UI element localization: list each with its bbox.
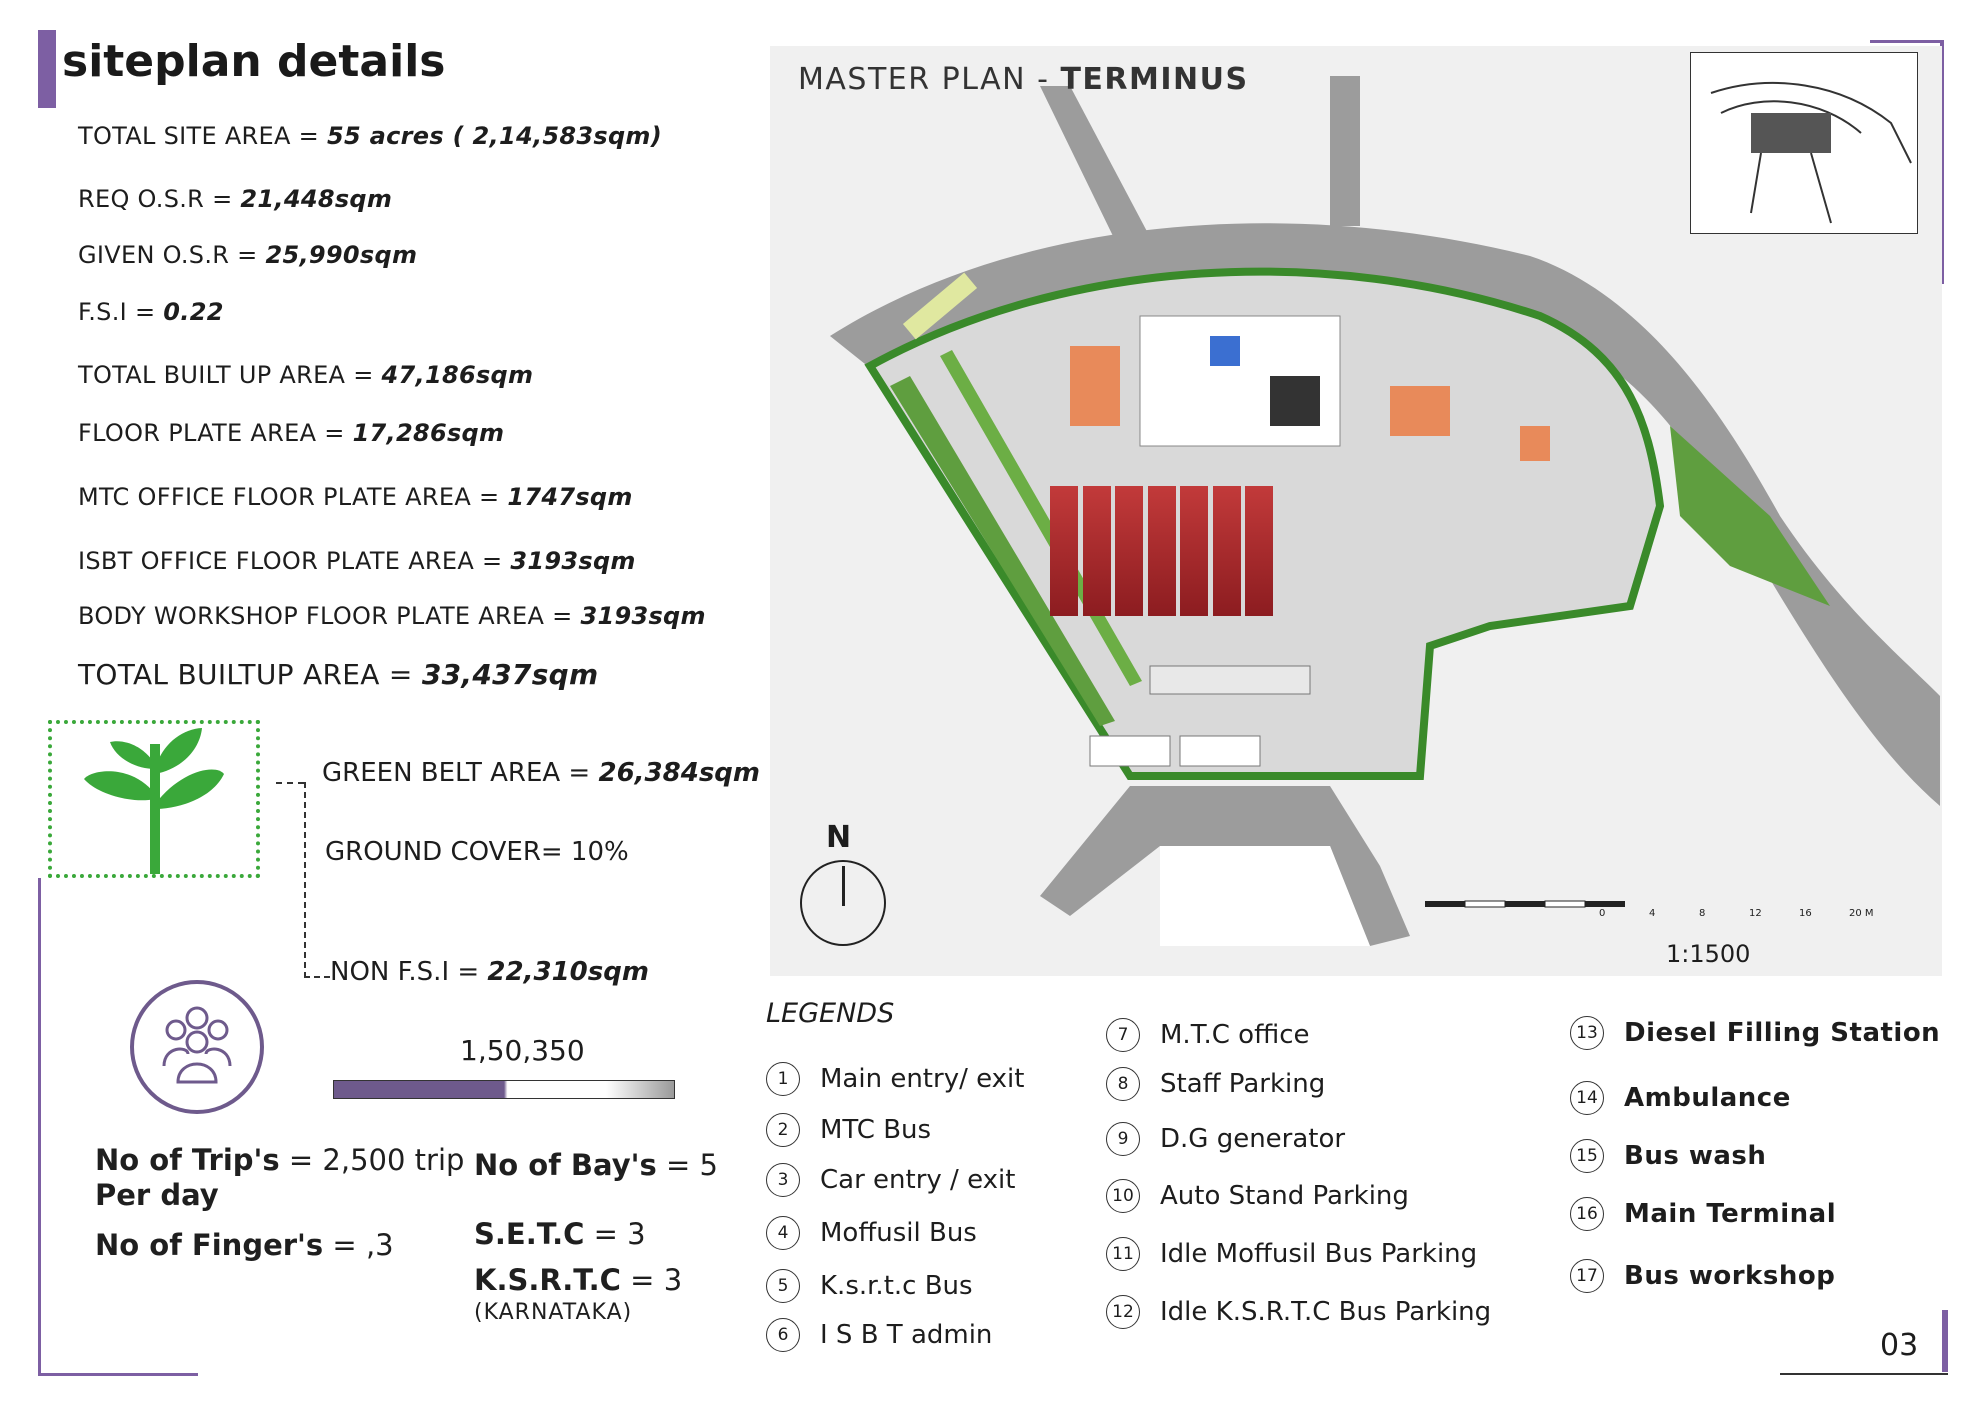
legend-number: 15 bbox=[1570, 1139, 1604, 1173]
legend-number: 4 bbox=[766, 1216, 800, 1250]
north-arrow-icon bbox=[800, 860, 886, 946]
legend-item bbox=[1570, 1259, 1835, 1293]
legend-item bbox=[766, 1062, 1024, 1096]
legend-item bbox=[1570, 1139, 1766, 1173]
legend-label: Moffusil Bus bbox=[820, 1218, 977, 1248]
legend-item bbox=[1106, 1237, 1477, 1271]
stat-req-osr: REQ O.S.R = 21,448sqm bbox=[78, 185, 393, 213]
stat-total-built-up-area: TOTAL BUILT UP AREA = 47,186sqm bbox=[78, 361, 534, 389]
key-plan-drawing bbox=[1691, 53, 1917, 233]
map-scale: 1:1500 bbox=[1666, 940, 1751, 968]
legend-label: D.G generator bbox=[1160, 1124, 1346, 1154]
legend-number: 14 bbox=[1570, 1081, 1604, 1115]
scale-tick-label: 20 M bbox=[1849, 908, 1874, 919]
footer-line bbox=[1780, 1373, 1948, 1375]
bays-count: No of Bay's = 5 bbox=[474, 1148, 718, 1182]
legend-heading: LEGENDS bbox=[766, 998, 895, 1029]
green-belt-box bbox=[48, 720, 260, 878]
bus-bay bbox=[1148, 486, 1176, 616]
scale-tick-label: 8 bbox=[1699, 908, 1706, 919]
stat-fsi: F.S.I = 0.22 bbox=[78, 298, 224, 326]
frame-line bbox=[1942, 1310, 1948, 1372]
frame-line bbox=[1870, 40, 1944, 43]
trips-per-day-suffix: Per day bbox=[95, 1178, 219, 1212]
legend-item bbox=[766, 1163, 1015, 1197]
legend-number: 12 bbox=[1106, 1295, 1140, 1329]
stat-body-workshop-area: BODY WORKSHOP FLOOR PLATE AREA = 3193sqm bbox=[78, 602, 706, 630]
bus-bay bbox=[1083, 486, 1111, 616]
legend-number: 8 bbox=[1106, 1067, 1140, 1101]
green-belt-area: GREEN BELT AREA = 26,384sqm bbox=[322, 758, 760, 788]
legend-number: 9 bbox=[1106, 1122, 1140, 1156]
key-plan-thumbnail bbox=[1690, 52, 1918, 234]
people-icon-circle bbox=[130, 980, 264, 1114]
legend-item bbox=[766, 1113, 931, 1147]
legend-number: 13 bbox=[1570, 1016, 1604, 1050]
legend-label: Auto Stand Parking bbox=[1160, 1181, 1409, 1211]
connector-line bbox=[276, 782, 304, 784]
stat-isbt-office-area: ISBT OFFICE FLOOR PLATE AREA = 3193sqm bbox=[78, 547, 636, 575]
legend-item bbox=[766, 1269, 973, 1303]
ground-cover: GROUND COVER= 10% bbox=[325, 837, 629, 867]
scale-bar-ticks bbox=[1599, 908, 1874, 924]
legend-item bbox=[1570, 1197, 1836, 1231]
legend-label: MTC Bus bbox=[820, 1115, 932, 1145]
legend-number: 2 bbox=[766, 1113, 800, 1147]
legend-item bbox=[1106, 1295, 1491, 1329]
legend-item bbox=[766, 1318, 992, 1352]
legend-number: 17 bbox=[1570, 1259, 1604, 1293]
legend-label: M.T.C office bbox=[1160, 1020, 1310, 1050]
legend-item bbox=[1106, 1122, 1345, 1156]
bus-bay bbox=[1245, 486, 1273, 616]
legend-label: Main entry/ exit bbox=[820, 1064, 1025, 1094]
population-bar bbox=[333, 1080, 675, 1099]
legend-number: 16 bbox=[1570, 1197, 1604, 1231]
bus-bay bbox=[1050, 486, 1078, 616]
map-title: MASTER PLAN - TERMINUS bbox=[798, 62, 1249, 97]
legend-number: 7 bbox=[1106, 1018, 1140, 1052]
title-accent-bar bbox=[38, 30, 56, 108]
fingers-count: No of Finger's = ,3 bbox=[95, 1228, 394, 1262]
legend-label: Bus workshop bbox=[1624, 1261, 1836, 1291]
frame-line bbox=[38, 1373, 198, 1376]
legend-number: 6 bbox=[766, 1318, 800, 1352]
legend-number: 10 bbox=[1106, 1179, 1140, 1213]
connector-line bbox=[304, 782, 306, 978]
legend-number: 3 bbox=[766, 1163, 800, 1197]
legend-label: Car entry / exit bbox=[820, 1165, 1016, 1195]
people-icon bbox=[134, 984, 260, 1110]
legend-item bbox=[766, 1216, 977, 1250]
legend-label: Diesel Filling Station bbox=[1624, 1018, 1941, 1048]
scale-tick-label: 16 bbox=[1799, 908, 1812, 919]
legend-item bbox=[1106, 1179, 1409, 1213]
stat-total-site-area: TOTAL SITE AREA = 55 acres ( 2,14,583sqm) bbox=[78, 122, 663, 150]
ksrtc-count: K.S.R.T.C = 3 bbox=[474, 1263, 683, 1297]
legend-label: Idle K.S.R.T.C Bus Parking bbox=[1160, 1297, 1492, 1327]
tree-icon bbox=[52, 724, 256, 874]
bus-bay bbox=[1180, 486, 1208, 616]
scale-tick-label: 4 bbox=[1649, 908, 1656, 919]
scale-tick-label: 0 bbox=[1599, 908, 1606, 919]
legend-label: Ambulance bbox=[1624, 1083, 1791, 1113]
scale-tick-label: 12 bbox=[1749, 908, 1762, 919]
legend-label: Bus wash bbox=[1624, 1141, 1767, 1171]
north-label: N bbox=[826, 820, 852, 855]
non-fsi-area: NON F.S.I = 22,310sqm bbox=[330, 957, 649, 987]
legend-number: 1 bbox=[766, 1062, 800, 1096]
bus-bay bbox=[1115, 486, 1143, 616]
legend-label: Staff Parking bbox=[1160, 1069, 1326, 1099]
ksrtc-note: (KARNATAKA) bbox=[474, 1300, 633, 1325]
stat-floor-plate-area: FLOOR PLATE AREA = 17,286sqm bbox=[78, 419, 505, 447]
bus-bay bbox=[1213, 486, 1241, 616]
trips-per-day: No of Trip's = 2,500 trip bbox=[95, 1143, 465, 1177]
legend-item bbox=[1570, 1016, 1940, 1050]
page-number: 03 bbox=[1880, 1328, 1919, 1363]
setc-count: S.E.T.C = 3 bbox=[474, 1217, 646, 1251]
legend-label: I S B T admin bbox=[820, 1320, 993, 1350]
legend-number: 5 bbox=[766, 1269, 800, 1303]
legend-number: 11 bbox=[1106, 1237, 1140, 1271]
legend-label: K.s.r.t.c Bus bbox=[820, 1271, 973, 1301]
legend-label: Main Terminal bbox=[1624, 1199, 1837, 1229]
stat-total-builtup-area: TOTAL BUILTUP AREA = 33,437sqm bbox=[78, 658, 599, 691]
stat-mtc-office-area: MTC OFFICE FLOOR PLATE AREA = 1747sqm bbox=[78, 483, 633, 511]
legend-label: Idle Moffusil Bus Parking bbox=[1160, 1239, 1478, 1269]
legend-item bbox=[1106, 1018, 1310, 1052]
legend-item bbox=[1106, 1067, 1325, 1101]
legend-item bbox=[1570, 1081, 1791, 1115]
population-value: 1,50,350 bbox=[460, 1034, 585, 1067]
frame-line bbox=[38, 878, 41, 1376]
stat-given-osr: GIVEN O.S.R = 25,990sqm bbox=[78, 241, 418, 269]
connector-line bbox=[304, 976, 330, 978]
page-title: siteplan details bbox=[62, 36, 446, 87]
